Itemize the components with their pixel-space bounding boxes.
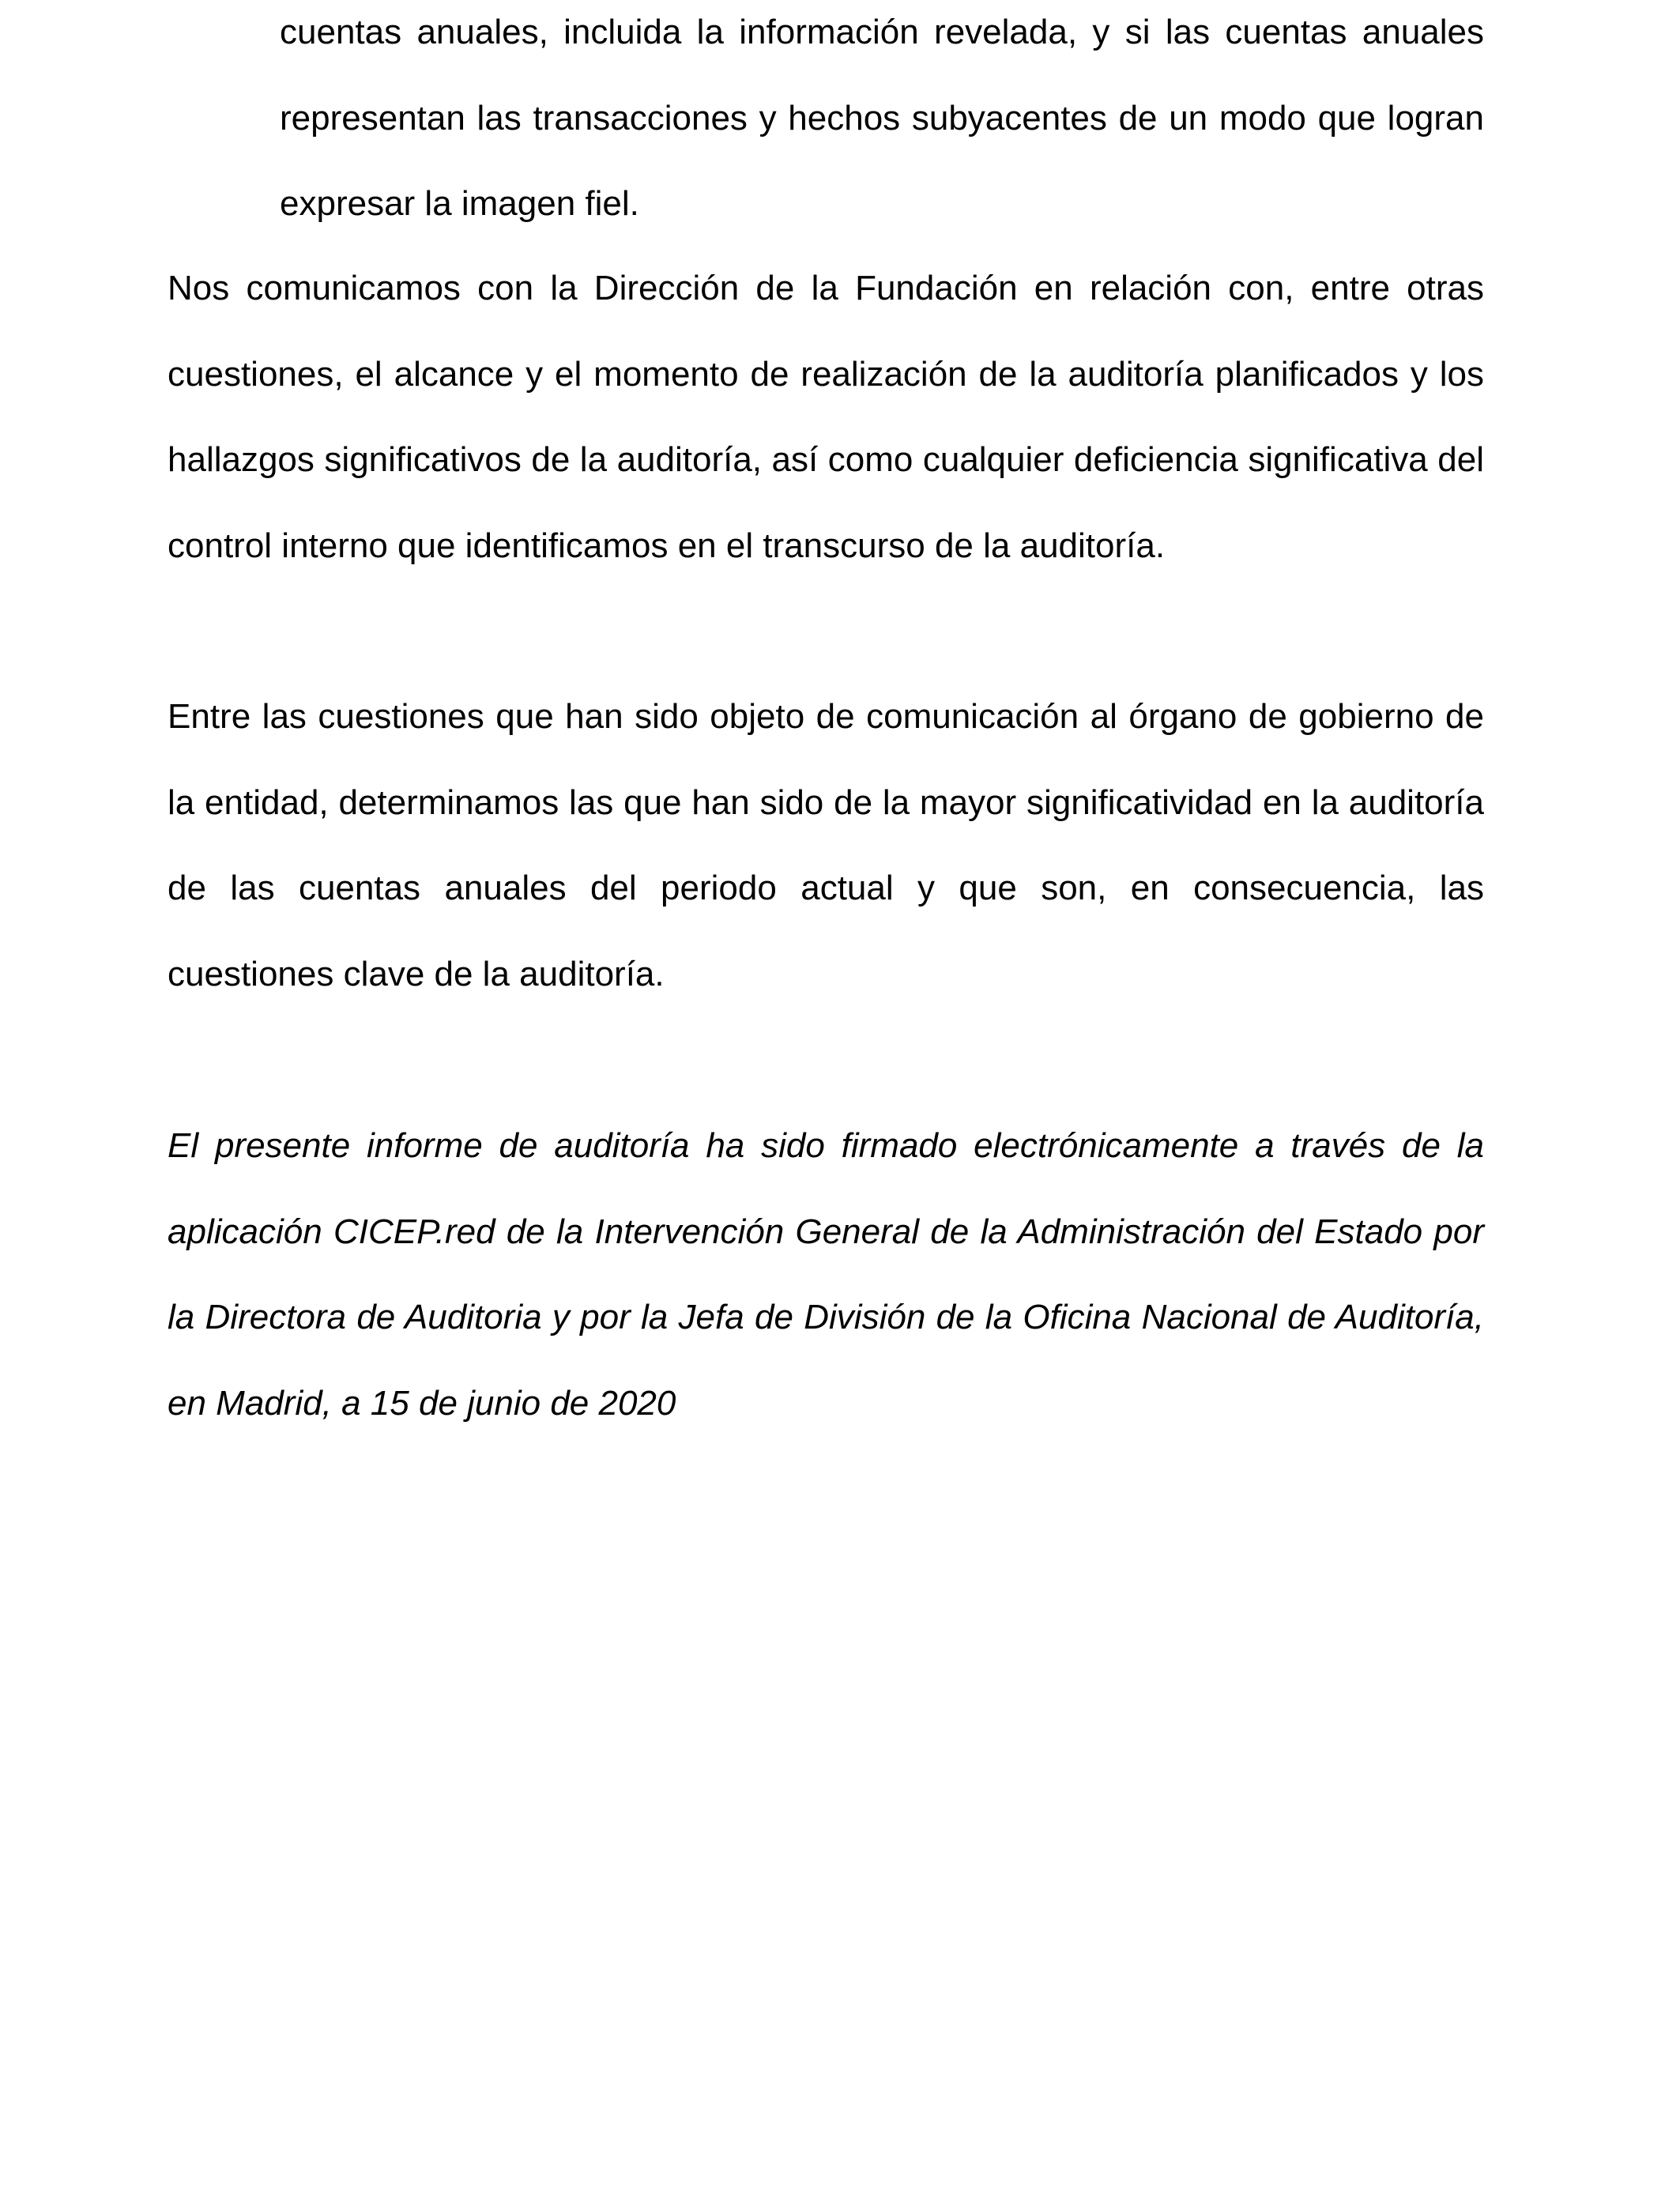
key-audit-matters-paragraph: Entre las cuestiones que han sido objeto de comunicación al órgano de gobierno de la entidad, determinamos las que han sido de la mayor significatividad en la auditoría de las cuentas anuales del periodo actual y que son, en consecuencia, las cuestiones clave de la auditoría. — [168, 697, 1484, 993]
list-continuation-paragraph: cuentas anuales, incluida la información revelada, y si las cuentas anuales representan las transacciones y hechos subyacentes de un modo que logran expresar la imagen fiel. — [280, 13, 1484, 223]
communication-paragraph: Nos comunicamos con la Dirección de la Fundación en relación con, entre otras cuestiones, el alcance y el momento de realización de la auditoría planificados y los hallazgos significativos de la auditoría, así como cualquier deficiencia significativa del control interno que identificamos en el transcurso de la auditoría. — [168, 269, 1484, 565]
signature-statement-paragraph: El presente informe de auditoría ha sido firmado electrónicamente a través de la aplicación CICEP.red de la Intervención General de la Administración del Estado por la Directora de Auditoria y por la Jefa de División de la Oficina Nacional de Auditoría, en Madrid, a 15 de junio de 2020 — [168, 1126, 1484, 1423]
